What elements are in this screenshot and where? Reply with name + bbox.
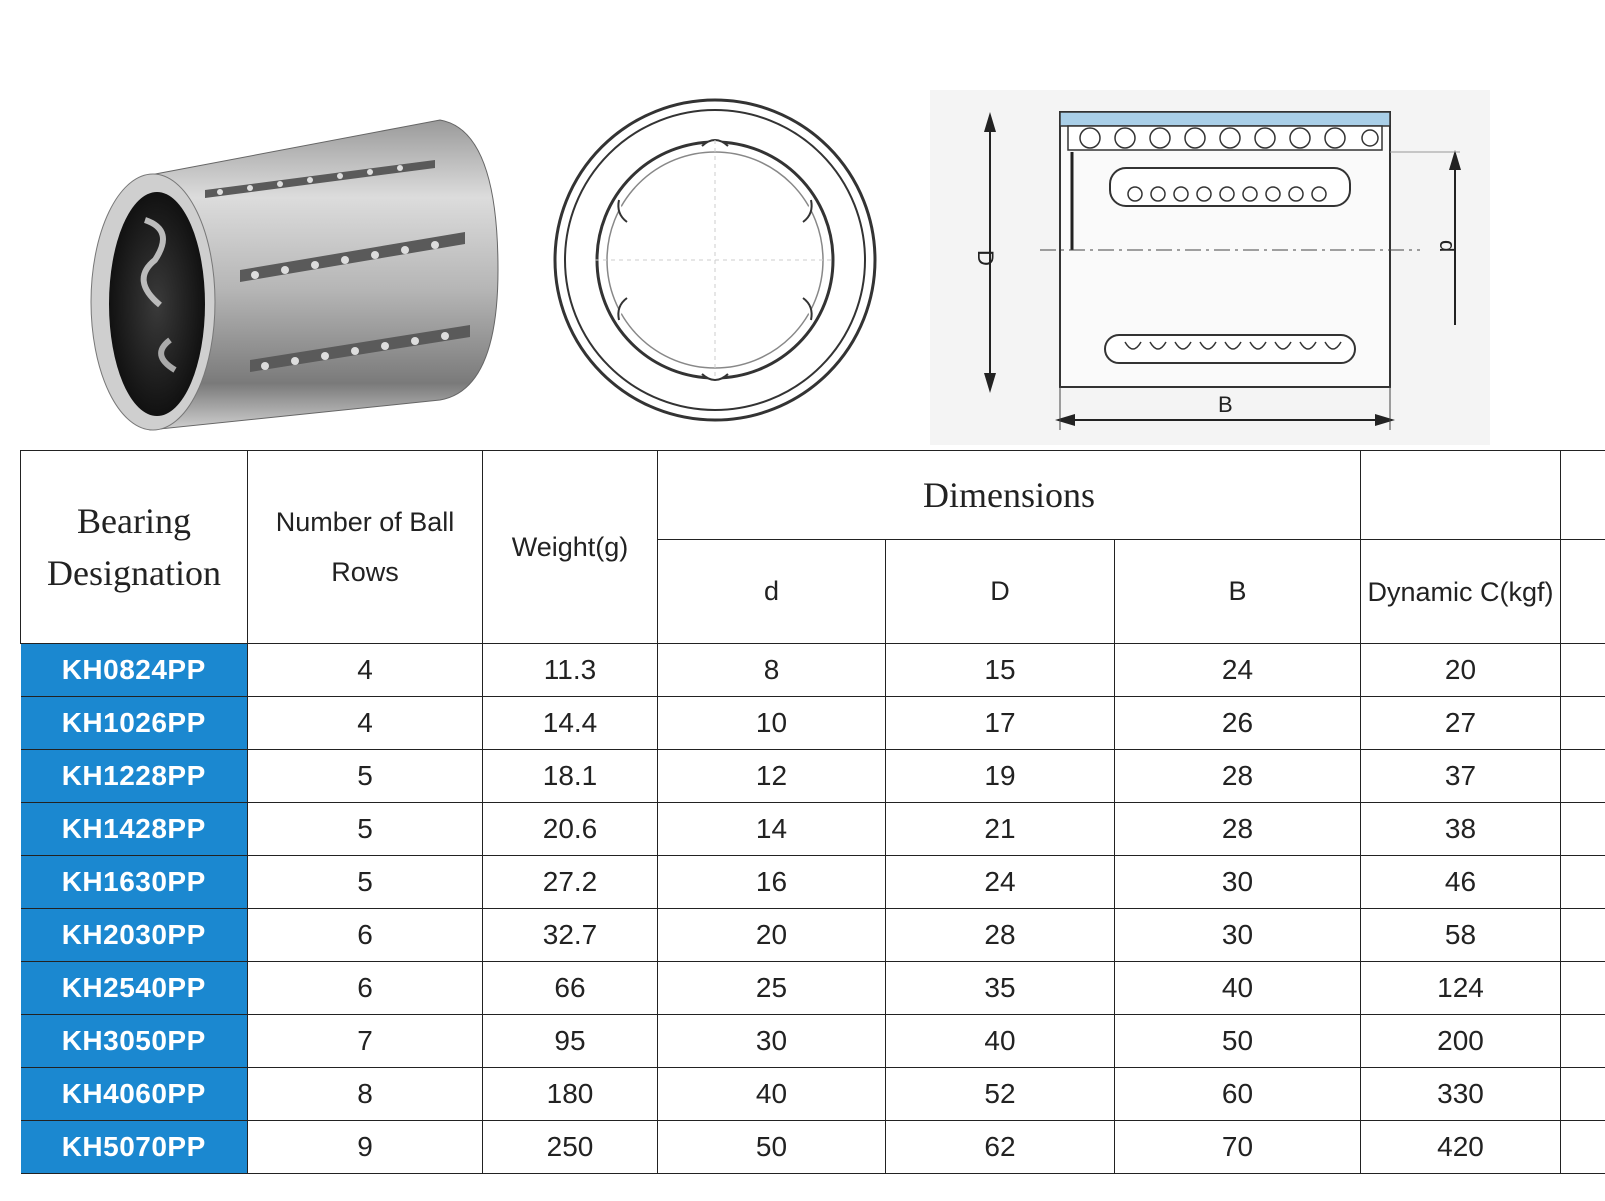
specification-rows	[21, 644, 1605, 1174]
cell-weight: 180	[483, 1068, 658, 1121]
bearing-designation-cell: KH1630PP	[21, 856, 248, 909]
cell-dynamic: 124	[1361, 962, 1561, 1015]
cell-edge	[1561, 1121, 1605, 1174]
bearing-designation-cell: KH4060PP	[21, 1068, 248, 1121]
cell-d: 8	[658, 644, 886, 697]
header-weight: Weight(g)	[483, 451, 658, 644]
header-D: D	[886, 540, 1115, 644]
cell-d: 30	[658, 1015, 886, 1068]
cell-b: 50	[1115, 1015, 1361, 1068]
cell-d: 10	[658, 697, 886, 750]
cell-b: 30	[1115, 909, 1361, 962]
cell-edge	[1561, 1015, 1605, 1068]
cell-edge	[1561, 750, 1605, 803]
cell-edge	[1561, 962, 1605, 1015]
cell-dynamic: 20	[1361, 644, 1561, 697]
cell-ball_rows: 5	[248, 856, 483, 909]
cell-d: 12	[658, 750, 886, 803]
header-B: B	[1115, 540, 1361, 644]
cell-weight: 20.6	[483, 803, 658, 856]
section-label-B: B	[1218, 392, 1233, 417]
cell-b: 28	[1115, 750, 1361, 803]
cell-ball_rows: 5	[248, 803, 483, 856]
cell-weight: 14.4	[483, 697, 658, 750]
cell-ball_rows: 7	[248, 1015, 483, 1068]
cell-d: 16	[658, 856, 886, 909]
header-blank-edge	[1561, 451, 1605, 540]
cell-ball_rows: 9	[248, 1121, 483, 1174]
cell-d: 19	[886, 750, 1115, 803]
cell-weight: 66	[483, 962, 658, 1015]
cell-ball_rows: 6	[248, 909, 483, 962]
table-row	[21, 856, 1605, 909]
table-row	[21, 803, 1605, 856]
section-view-drawing	[930, 90, 1490, 445]
bearing-designation-cell: KH2540PP	[21, 962, 248, 1015]
cell-weight: 18.1	[483, 750, 658, 803]
table-row	[21, 1121, 1605, 1174]
cell-d: 15	[886, 644, 1115, 697]
cell-d: 40	[886, 1015, 1115, 1068]
header-ball-rows: Number of Ball Rows	[248, 451, 483, 644]
header-dynamic-load: Dynamic C(kgf)	[1361, 540, 1561, 644]
table-row	[21, 750, 1605, 803]
table-row	[21, 1068, 1605, 1121]
cell-dynamic: 46	[1361, 856, 1561, 909]
cell-ball_rows: 4	[248, 644, 483, 697]
end-view-illustration	[530, 90, 910, 445]
product-figures	[20, 90, 1605, 445]
cell-dynamic: 38	[1361, 803, 1561, 856]
cell-d: 52	[886, 1068, 1115, 1121]
cell-b: 40	[1115, 962, 1361, 1015]
cell-ball_rows: 8	[248, 1068, 483, 1121]
header-bearing-designation: Bearing Designation	[21, 451, 248, 644]
cell-d: 17	[886, 697, 1115, 750]
header-d: d	[658, 540, 886, 644]
bearing-designation-cell: KH2030PP	[21, 909, 248, 962]
cell-edge	[1561, 803, 1605, 856]
cell-edge	[1561, 697, 1605, 750]
cell-ball_rows: 4	[248, 697, 483, 750]
bearing-designation-cell: KH5070PP	[21, 1121, 248, 1174]
cell-ball_rows: 5	[248, 750, 483, 803]
bearing-designation-cell: KH0824PP	[21, 644, 248, 697]
section-label-d: d	[1435, 240, 1460, 253]
end-view-drawing	[530, 90, 910, 445]
cell-weight: 27.2	[483, 856, 658, 909]
table-row	[21, 644, 1605, 697]
section-label-D: D	[973, 250, 998, 266]
section-view-illustration	[930, 90, 1490, 445]
cell-dynamic: 37	[1361, 750, 1561, 803]
cell-b: 26	[1115, 697, 1361, 750]
cell-edge	[1561, 644, 1605, 697]
cell-dynamic: 330	[1361, 1068, 1561, 1121]
cell-d: 24	[886, 856, 1115, 909]
cell-d: 20	[658, 909, 886, 962]
header-edge	[1561, 540, 1605, 644]
table-row	[21, 909, 1605, 962]
cell-weight: 11.3	[483, 644, 658, 697]
cell-ball_rows: 6	[248, 962, 483, 1015]
table-row	[21, 1015, 1605, 1068]
cell-dynamic: 58	[1361, 909, 1561, 962]
cell-b: 28	[1115, 803, 1361, 856]
cell-d: 14	[658, 803, 886, 856]
cell-d: 28	[886, 909, 1115, 962]
header-dimensions: Dimensions	[658, 451, 1361, 540]
header-blank	[1361, 451, 1561, 540]
cell-dynamic: 27	[1361, 697, 1561, 750]
cell-edge	[1561, 909, 1605, 962]
cell-d: 50	[658, 1121, 886, 1174]
cell-weight: 32.7	[483, 909, 658, 962]
bearing-designation-cell: KH1026PP	[21, 697, 248, 750]
bearing-designation-cell: KH1228PP	[21, 750, 248, 803]
bearing-designation-cell: KH3050PP	[21, 1015, 248, 1068]
table-row	[21, 697, 1605, 750]
cell-dynamic: 200	[1361, 1015, 1561, 1068]
cell-edge	[1561, 1068, 1605, 1121]
cell-d: 62	[886, 1121, 1115, 1174]
cell-edge	[1561, 856, 1605, 909]
cell-weight: 95	[483, 1015, 658, 1068]
cell-d: 40	[658, 1068, 886, 1121]
table-row	[21, 962, 1605, 1015]
cell-d: 25	[658, 962, 886, 1015]
cell-d: 35	[886, 962, 1115, 1015]
bearing-designation-cell: KH1428PP	[21, 803, 248, 856]
cell-b: 70	[1115, 1121, 1361, 1174]
cell-b: 60	[1115, 1068, 1361, 1121]
bearing-photo-illustration	[20, 90, 520, 445]
bearing-photo	[20, 90, 520, 445]
cell-d: 21	[886, 803, 1115, 856]
specification-table	[20, 450, 1605, 1174]
cell-dynamic: 420	[1361, 1121, 1561, 1174]
cell-weight: 250	[483, 1121, 658, 1174]
cell-b: 24	[1115, 644, 1361, 697]
cell-b: 30	[1115, 856, 1361, 909]
